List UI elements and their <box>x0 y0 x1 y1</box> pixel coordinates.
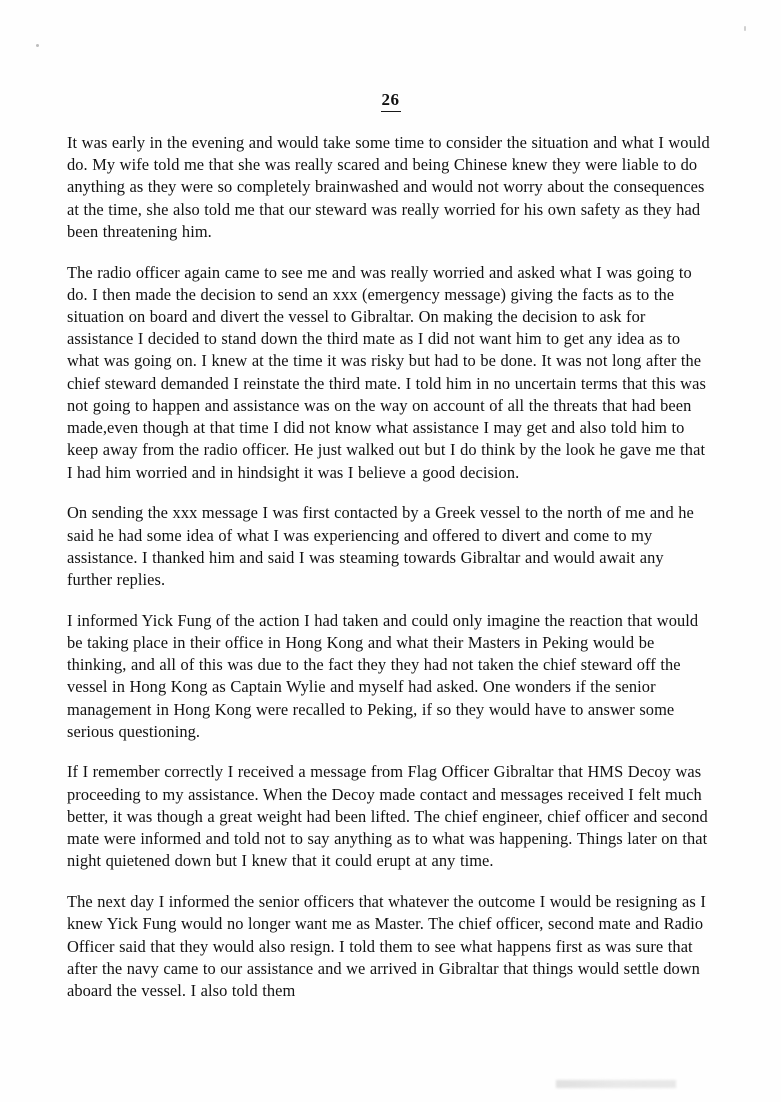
page-number-value: 26 <box>381 90 401 112</box>
paragraph: The next day I informed the senior officers that whatever the outcome I would be resigning as I knew Yick Fung would no longer want me as Master. The chief officer, second mate and Radio Officer said that they would also resign. I told them to see what happens first as was sure that after the navy came to our assistance and we arrived in Gibraltar that things would settle down aboard the vessel. I also told them <box>67 892 706 1000</box>
paragraph: It was early in the evening and would take some time to consider the situation and what I would do. My wife told me that she was really scared and being Chinese knew they were liable to do anything as they were so completely brainwashed and would not worry about the consequences at the time, she also told me that our steward was really worried for his own safety as they had been threatening him. <box>67 133 710 241</box>
paragraph: I informed Yick Fung of the action I had taken and could only imagine the reaction that would be taking place in their office in Hong Kong and what their Masters in Peking would be thinking, and all of this was due to the fact they they had not taken the chief steward off the vessel in Hong Kong as Captain Wylie and myself had asked. One wonders if the senior management in Hong Kong were recalled to Peking, if so they would have to answer some serious questioning. <box>67 610 699 741</box>
paragraph: On sending the xxx message I was first contacted by a Greek vessel to the north of me and he said he had some idea of what I was experiencing and offered to divert and come to my assistance. I thanked him and said I was steaming towards Gibraltar and would await any further replies. <box>67 503 694 589</box>
paragraph: The radio officer again came to see me and was really worried and asked what I was going to do. I then made the decision to send an xxx (emergency message) giving the facts as to the situation on board and divert the vessel to Gibraltar. On making the decision to ask for assistance I decided to stand down the third mate as I did not want him to get any idea as to what was going on. I knew at the time it was risky but had to be done. It was not long after the chief steward demanded I reinstate the third mate. I told him in no uncertain terms that this was not going to happen and assistance was on the way on account of all the threats that had been made,even though at that time I did not know what assistance I may get and also told him to keep away from the radio officer. He just walked out but I do think by the look he gave me that I had him worried and in hindsight it was I believe a good decision. <box>67 262 706 482</box>
document-body <box>67 132 712 1002</box>
page-number <box>0 90 781 112</box>
scan-smudge <box>556 1080 676 1088</box>
paragraph: If I remember correctly I received a message from Flag Officer Gibraltar that HMS Decoy was proceeding to my assistance. When the Decoy made contact and messages received I felt much better, it was though a great weight had been lifted. The chief engineer, chief officer and second mate were informed and told not to say anything as to what was happening. Things later on that night quietened down but I knew that it could erupt at any time. <box>67 762 708 871</box>
scan-speck <box>744 26 746 31</box>
scan-speck <box>36 44 39 47</box>
